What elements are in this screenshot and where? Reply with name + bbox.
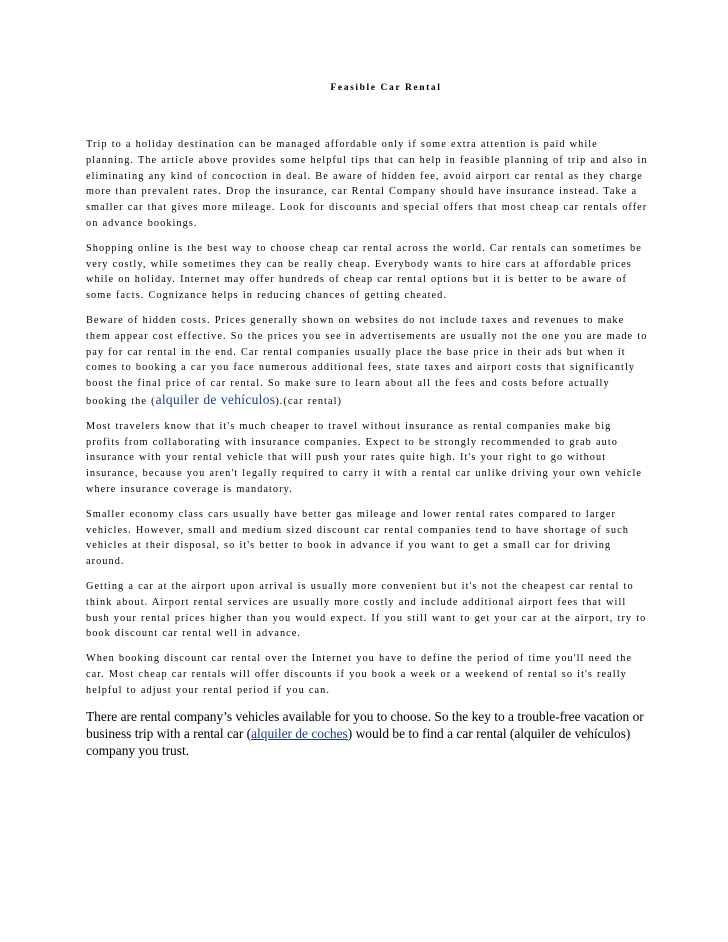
paragraph-conclusion	[86, 708, 648, 760]
alquiler-de-vehiculos-link[interactable]: alquiler de vehículos	[155, 391, 276, 407]
paragraph-insurance: Most travelers know that it's much cheaper to travel without insurance as rental companies make big profits from collaborating with insurance companies. Expect to be strongly recommended to grab auto insurance with your rental vehicle that will push your rates quite high. It's your right to go without insurance, because you aren't legally required to carry it with a rental car unlike driving your own vehicle where insurance coverage is mandatory.	[86, 420, 643, 495]
paragraph-hidden-costs-text: Beware of hidden costs. Prices generally shown on websites do not include taxes and revenues to make them appear cost effective. So the prices you see in advertisements are usually not the one you are made to pay for car rental in the end. Car rental companies usually place the base price in their ads but when it comes to booking a car you face numerous additional fees, state taxes and airport costs that significantly boost the final price of car rental. So make sure to learn about all the fees and costs before actually booking the (	[86, 314, 648, 407]
paragraph-hidden-costs	[86, 313, 648, 410]
document-title: Feasible Car Rental	[330, 83, 442, 93]
paragraph-conclusion-suffix: ) would be to find a car rental (alquiler de vehículos) company you trust.	[86, 725, 631, 759]
paragraph-airport: Getting a car at the airport upon arrival is usually more convenient but it's not the cheapest car rental to think about. Airport rental services are usually more costly and include additional airport fees that will bush your rental prices higher than you would expect. If you still want to get your car at the airport, try to book discount car rental well in advance.	[86, 580, 647, 640]
paragraph-booking-period: When booking discount car rental over the Internet you have to define the period of time you'll need the car. Most cheap car rentals will offer discounts if you book a week or a weekend of rental so it's really helpful to adjust your rental period if you can.	[86, 653, 633, 696]
paragraph-hidden-costs-suffix: ).(car rental)	[275, 395, 342, 407]
alquiler-de-coches-link[interactable]: alquiler de coches	[251, 725, 348, 741]
paragraph-economy-cars: Smaller economy class cars usually have better gas mileage and lower rental rates compared to larger vehicles. However, small and medium sized discount car rental companies tend to have shortage of such vehicles at their disposal, so it's better to book in advance if you want to get a small car for driving around.	[86, 508, 629, 568]
paragraph-intro: Trip to a holiday destination can be managed affordable only if some extra attention is paid while planning. The article above provides some helpful tips that can help in feasible planning of trip and also in eliminating any kind of concoction in deal. Be aware of hidden fee, avoid airport car rental as they charge more than prevalent rates. Drop the insurance, car Rental Company should have insurance instead. Take a smaller car that gives more mileage. Look for discounts and special offers that most cheap car rentals offer on advance bookings.	[86, 139, 648, 229]
document-body	[86, 137, 648, 760]
paragraph-shopping-online: Shopping online is the best way to choose cheap car rental across the world. Car rentals can sometimes be very costly, while sometimes they can be really cheap. Everybody wants to hire cars at affordable prices while on holiday. Internet may offer hundreds of cheap car rental options but it is better to be aware of some facts. Cognizance helps in reducing chances of getting cheated.	[86, 242, 642, 302]
paragraph-conclusion-text: There are rental company’s vehicles available for you to choose. So the key to a trouble-free vacation or business trip with a rental car (	[86, 708, 644, 741]
